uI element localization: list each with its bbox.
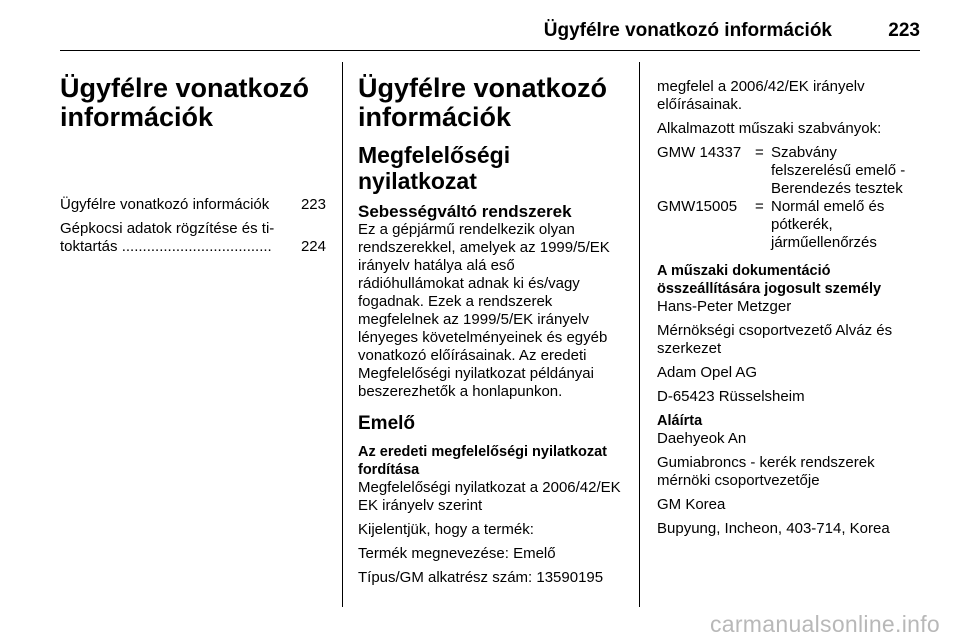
paragraph-heading: Az eredeti megfelelőségi nyilatkozat fordítása <box>358 444 607 478</box>
body-paragraph: Bupyung, Incheon, 403-714, Korea <box>657 520 890 537</box>
standard-description: Normál emelő és pótkerék, járműellenőrzés <box>771 198 885 251</box>
toc-item-page: 224 <box>300 238 326 255</box>
toc-item-page: 223 <box>300 196 326 213</box>
body-paragraph: Ez a gépjármű rendelkezik olyan rendszerekkel, amelyek az 1999/5/EK irányelv hatálya alá eső rádióhullámokat adnak ki és/vagy fogadnak. Ezek a rendszerek megfelelnek az 1999/5/EK irányelv lényeges követelményeinek és egyéb vonatkozó előírásainak. Az eredeti Megfelelőségi nyilatkozat példányai beszerezhetők a honlapunkon. <box>358 221 610 400</box>
body-paragraph: Gumiabroncs - kerék rendszerek mérnöki csoportvezetője <box>657 454 875 489</box>
standards-table <box>657 144 921 252</box>
subsection-heading: Sebességváltó rendszerek <box>358 202 572 221</box>
paragraph-heading: A műszaki dokumentáció összeállítására jogosult személy <box>657 263 882 297</box>
body-paragraph: GM Korea <box>657 496 726 513</box>
column-3 <box>657 78 921 544</box>
standards-row <box>657 198 921 252</box>
paragraph-heading: Aláírta <box>657 413 703 429</box>
body-paragraph: Termék megnevezése: Emelő <box>358 545 556 562</box>
column-2 <box>358 60 624 593</box>
header-title: Ügyfélre vonatkozó információk <box>543 20 832 41</box>
standard-description: Szabvány felszerelésű emelő - Berendezés tesztek <box>771 144 906 197</box>
column-divider-2 <box>639 62 640 607</box>
toc-item-label: Gépkocsi adatok rögzítése és ti- <box>60 220 275 237</box>
page-header <box>60 12 920 51</box>
body-paragraph: Kijelentjük, hogy a termék: <box>358 521 534 538</box>
toc-item-label-cont: toktartás .................................... <box>60 238 272 255</box>
body-paragraph: Mérnökségi csoportvezető Alváz és szerkezet <box>657 322 893 357</box>
toc-item[interactable] <box>60 196 326 214</box>
body-paragraph: Típus/GM alkatrész szám: 13590195 <box>358 569 604 586</box>
section-title: Ügyfélre vonatkozó információk <box>358 73 608 132</box>
standard-code: GMW15005 <box>657 198 738 215</box>
section-heading: Megfelelőségi nyilatkozat <box>358 142 511 194</box>
toc-item-label: Ügyfélre vonatkozó információk <box>60 196 270 213</box>
body-paragraph: Adam Opel AG <box>657 364 758 381</box>
watermark: carmanualsonline.info <box>709 611 940 637</box>
body-paragraph: megfelel a 2006/42/EK irányelv előírásainak. <box>657 78 865 113</box>
body-paragraph: Megfelelőségi nyilatkozat a 2006/42/EK EK irányelv szerint <box>358 479 621 514</box>
body-paragraph: Alkalmazott műszaki szabványok: <box>657 120 882 137</box>
body-paragraph: Hans-Peter Metzger <box>657 298 792 315</box>
page-number: 223 <box>888 20 920 41</box>
standard-equals: = <box>755 144 764 161</box>
standard-code: GMW 14337 <box>657 144 742 161</box>
column-divider-1 <box>342 62 343 607</box>
standard-equals: = <box>755 198 764 215</box>
standards-row <box>657 144 921 198</box>
subsection-heading: Emelő <box>358 413 416 434</box>
chapter-title: Ügyfélre vonatkozó információk <box>60 73 310 132</box>
table-of-contents <box>60 196 326 256</box>
body-paragraph: Daehyeok An <box>657 430 747 447</box>
column-1 <box>60 60 326 256</box>
body-paragraph: D-65423 Rüsselsheim <box>657 388 805 405</box>
toc-item[interactable] <box>60 220 326 256</box>
